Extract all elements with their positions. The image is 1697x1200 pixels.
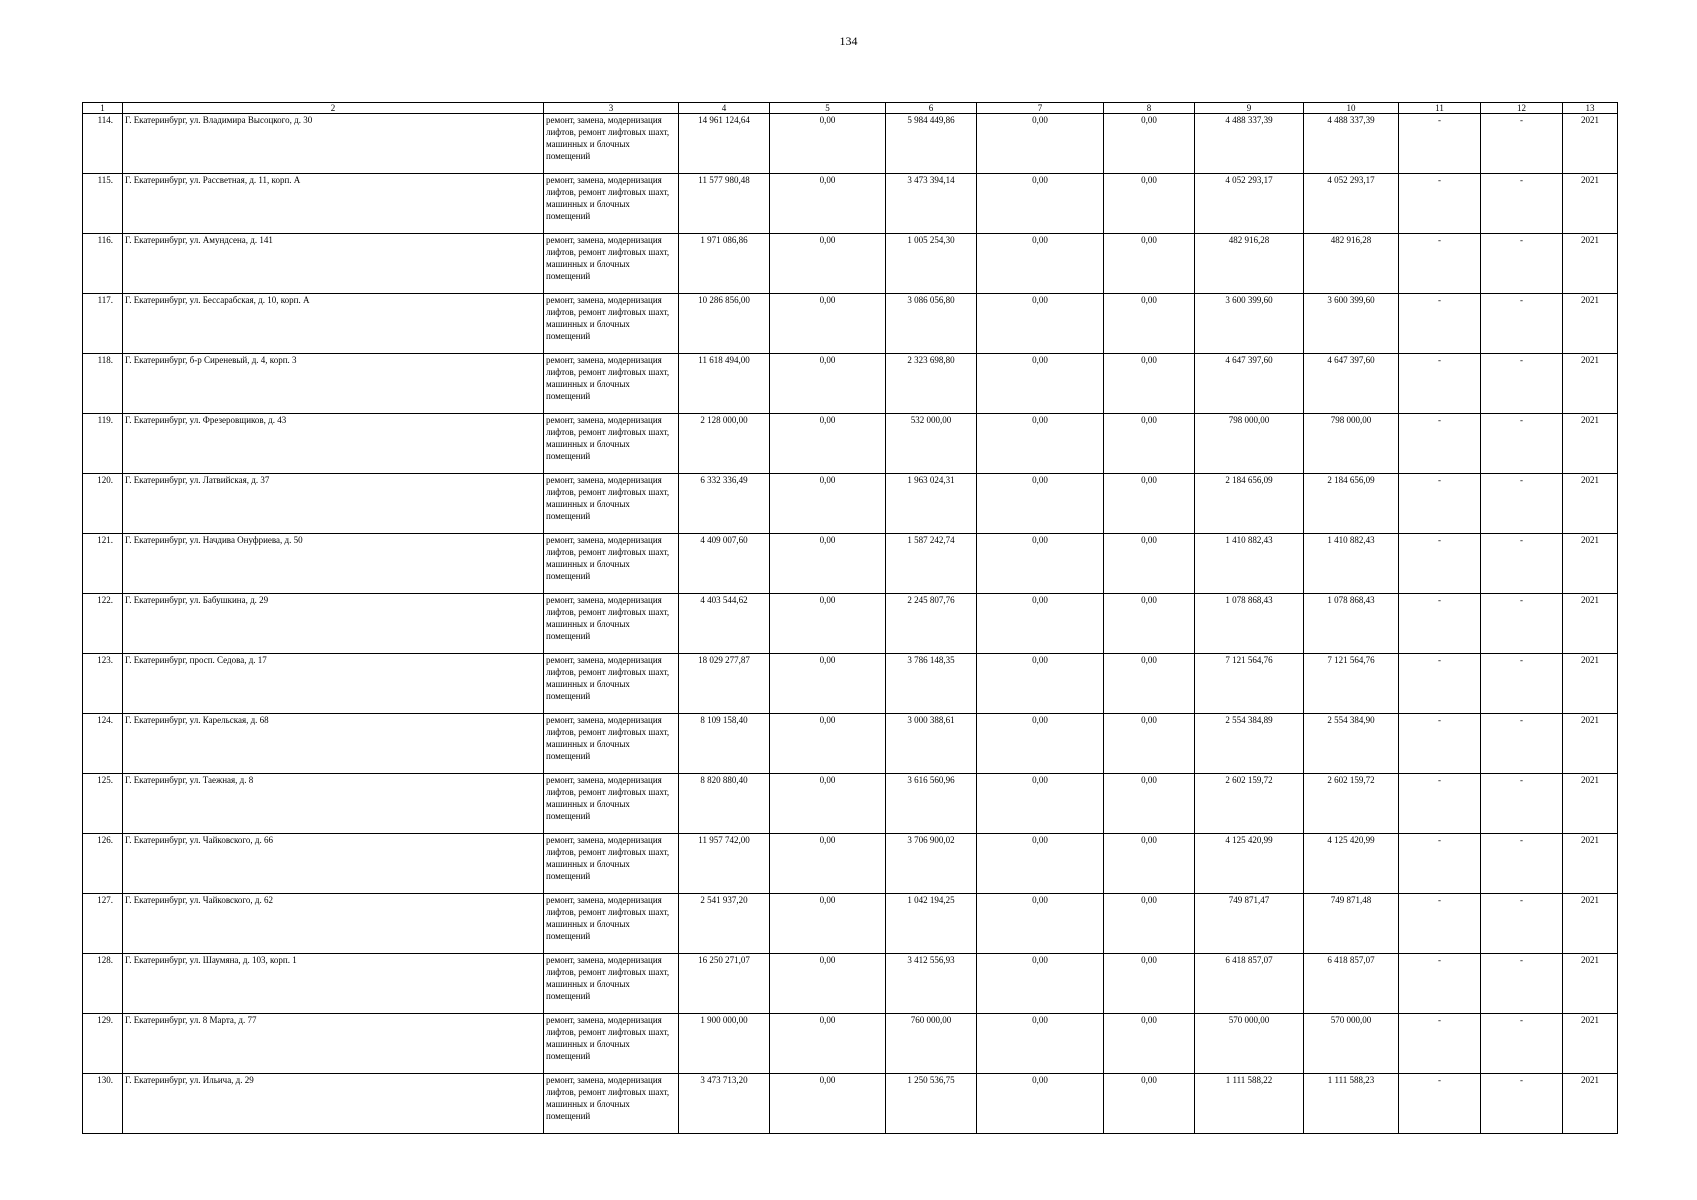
col-6-value-cell: 2 323 698,80 <box>886 354 977 414</box>
col-7-value-cell: 0,00 <box>977 954 1104 1014</box>
col-9-value-cell: 2 184 656,09 <box>1195 474 1304 534</box>
year-cell: 2021 <box>1563 354 1618 414</box>
column-header-2: 2 <box>123 103 544 114</box>
col-10-value-cell: 1 410 882,43 <box>1304 534 1399 594</box>
work-type-cell: ремонт, замена, модернизация лифтов, ремонт лифтовых шахт, машинных и блочных помещений <box>544 774 679 834</box>
total-cost-cell: 16 250 271,07 <box>679 954 770 1014</box>
col-10-value-cell: 1 111 588,23 <box>1304 1074 1399 1134</box>
col-12-value-cell: - <box>1481 474 1563 534</box>
year-cell: 2021 <box>1563 534 1618 594</box>
col-11-value-cell: - <box>1399 1014 1481 1074</box>
address-cell: Г. Екатеринбург, ул. Владимира Высоцкого, д. 30 <box>123 114 544 174</box>
col-6-value-cell: 5 984 449,86 <box>886 114 977 174</box>
col-11-value-cell: - <box>1399 594 1481 654</box>
col-12-value-cell: - <box>1481 414 1563 474</box>
col-7-value-cell: 0,00 <box>977 354 1104 414</box>
address-cell: Г. Екатеринбург, ул. Ильича, д. 29 <box>123 1074 544 1134</box>
column-header-5: 5 <box>770 103 886 114</box>
total-cost-cell: 18 029 277,87 <box>679 654 770 714</box>
col-6-value-cell: 3 000 388,61 <box>886 714 977 774</box>
col-7-value-cell: 0,00 <box>977 174 1104 234</box>
col-11-value-cell: - <box>1399 114 1481 174</box>
table-row <box>83 234 1618 294</box>
col-6-value-cell: 1 587 242,74 <box>886 534 977 594</box>
col-12-value-cell: - <box>1481 174 1563 234</box>
col-6-value-cell: 1 042 194,25 <box>886 894 977 954</box>
col-10-value-cell: 6 418 857,07 <box>1304 954 1399 1014</box>
col-8-value-cell: 0,00 <box>1104 114 1195 174</box>
col-9-value-cell: 1 410 882,43 <box>1195 534 1304 594</box>
col-8-value-cell: 0,00 <box>1104 534 1195 594</box>
row-number-cell: 116. <box>83 234 123 294</box>
col-8-value-cell: 0,00 <box>1104 234 1195 294</box>
table-row <box>83 1074 1618 1134</box>
address-cell: Г. Екатеринбург, ул. Шаумяна, д. 103, корп. 1 <box>123 954 544 1014</box>
col-5-value-cell: 0,00 <box>770 114 886 174</box>
year-cell: 2021 <box>1563 294 1618 354</box>
capital-repair-table <box>82 102 1618 1134</box>
col-8-value-cell: 0,00 <box>1104 774 1195 834</box>
col-7-value-cell: 0,00 <box>977 114 1104 174</box>
col-8-value-cell: 0,00 <box>1104 354 1195 414</box>
col-9-value-cell: 7 121 564,76 <box>1195 654 1304 714</box>
row-number-cell: 115. <box>83 174 123 234</box>
col-6-value-cell: 532 000,00 <box>886 414 977 474</box>
col-10-value-cell: 749 871,48 <box>1304 894 1399 954</box>
col-8-value-cell: 0,00 <box>1104 474 1195 534</box>
column-header-9: 9 <box>1195 103 1304 114</box>
col-5-value-cell: 0,00 <box>770 174 886 234</box>
col-6-value-cell: 3 473 394,14 <box>886 174 977 234</box>
year-cell: 2021 <box>1563 414 1618 474</box>
row-number-cell: 122. <box>83 594 123 654</box>
col-8-value-cell: 0,00 <box>1104 714 1195 774</box>
col-7-value-cell: 0,00 <box>977 234 1104 294</box>
work-type-cell: ремонт, замена, модернизация лифтов, ремонт лифтовых шахт, машинных и блочных помещений <box>544 1074 679 1134</box>
total-cost-cell: 10 286 856,00 <box>679 294 770 354</box>
col-11-value-cell: - <box>1399 414 1481 474</box>
col-11-value-cell: - <box>1399 954 1481 1014</box>
row-number-cell: 130. <box>83 1074 123 1134</box>
row-number-cell: 127. <box>83 894 123 954</box>
table-row <box>83 414 1618 474</box>
col-5-value-cell: 0,00 <box>770 654 886 714</box>
address-cell: Г. Екатеринбург, ул. Латвийская, д. 37 <box>123 474 544 534</box>
address-cell: Г. Екатеринбург, б-р Сиреневый, д. 4, корп. 3 <box>123 354 544 414</box>
col-10-value-cell: 482 916,28 <box>1304 234 1399 294</box>
col-10-value-cell: 1 078 868,43 <box>1304 594 1399 654</box>
col-12-value-cell: - <box>1481 234 1563 294</box>
col-12-value-cell: - <box>1481 294 1563 354</box>
col-6-value-cell: 760 000,00 <box>886 1014 977 1074</box>
col-10-value-cell: 4 052 293,17 <box>1304 174 1399 234</box>
col-5-value-cell: 0,00 <box>770 714 886 774</box>
col-8-value-cell: 0,00 <box>1104 594 1195 654</box>
col-12-value-cell: - <box>1481 834 1563 894</box>
table-row <box>83 114 1618 174</box>
table-row <box>83 1014 1618 1074</box>
col-12-value-cell: - <box>1481 714 1563 774</box>
row-number-cell: 128. <box>83 954 123 1014</box>
column-header-3: 3 <box>544 103 679 114</box>
col-5-value-cell: 0,00 <box>770 354 886 414</box>
col-11-value-cell: - <box>1399 714 1481 774</box>
year-cell: 2021 <box>1563 894 1618 954</box>
col-9-value-cell: 4 125 420,99 <box>1195 834 1304 894</box>
col-11-value-cell: - <box>1399 234 1481 294</box>
col-9-value-cell: 3 600 399,60 <box>1195 294 1304 354</box>
total-cost-cell: 2 541 937,20 <box>679 894 770 954</box>
column-header-6: 6 <box>886 103 977 114</box>
col-8-value-cell: 0,00 <box>1104 414 1195 474</box>
col-7-value-cell: 0,00 <box>977 714 1104 774</box>
year-cell: 2021 <box>1563 594 1618 654</box>
col-9-value-cell: 1 078 868,43 <box>1195 594 1304 654</box>
total-cost-cell: 14 961 124,64 <box>679 114 770 174</box>
col-12-value-cell: - <box>1481 894 1563 954</box>
work-type-cell: ремонт, замена, модернизация лифтов, ремонт лифтовых шахт, машинных и блочных помещений <box>544 954 679 1014</box>
col-6-value-cell: 3 412 556,93 <box>886 954 977 1014</box>
address-cell: Г. Екатеринбург, ул. Начдива Онуфриева, д. 50 <box>123 534 544 594</box>
table-row <box>83 654 1618 714</box>
work-type-cell: ремонт, замена, модернизация лифтов, ремонт лифтовых шахт, машинных и блочных помещений <box>544 894 679 954</box>
col-5-value-cell: 0,00 <box>770 414 886 474</box>
col-8-value-cell: 0,00 <box>1104 1014 1195 1074</box>
row-number-cell: 124. <box>83 714 123 774</box>
table-row <box>83 714 1618 774</box>
col-11-value-cell: - <box>1399 534 1481 594</box>
table-row <box>83 294 1618 354</box>
table-row <box>83 354 1618 414</box>
row-number-cell: 117. <box>83 294 123 354</box>
col-9-value-cell: 798 000,00 <box>1195 414 1304 474</box>
col-8-value-cell: 0,00 <box>1104 654 1195 714</box>
year-cell: 2021 <box>1563 174 1618 234</box>
table-row <box>83 534 1618 594</box>
work-type-cell: ремонт, замена, модернизация лифтов, ремонт лифтовых шахт, машинных и блочных помещений <box>544 654 679 714</box>
column-header-13: 13 <box>1563 103 1618 114</box>
year-cell: 2021 <box>1563 774 1618 834</box>
col-10-value-cell: 570 000,00 <box>1304 1014 1399 1074</box>
work-type-cell: ремонт, замена, модернизация лифтов, ремонт лифтовых шахт, машинных и блочных помещений <box>544 354 679 414</box>
col-6-value-cell: 3 616 560,96 <box>886 774 977 834</box>
column-header-11: 11 <box>1399 103 1481 114</box>
total-cost-cell: 1 900 000,00 <box>679 1014 770 1074</box>
col-9-value-cell: 4 488 337,39 <box>1195 114 1304 174</box>
address-cell: Г. Екатеринбург, ул. 8 Марта, д. 77 <box>123 1014 544 1074</box>
col-10-value-cell: 798 000,00 <box>1304 414 1399 474</box>
col-9-value-cell: 2 554 384,89 <box>1195 714 1304 774</box>
row-number-cell: 114. <box>83 114 123 174</box>
address-cell: Г. Екатеринбург, ул. Амундсена, д. 141 <box>123 234 544 294</box>
col-10-value-cell: 2 602 159,72 <box>1304 774 1399 834</box>
col-6-value-cell: 2 245 807,76 <box>886 594 977 654</box>
col-7-value-cell: 0,00 <box>977 654 1104 714</box>
total-cost-cell: 1 971 086,86 <box>679 234 770 294</box>
col-7-value-cell: 0,00 <box>977 834 1104 894</box>
address-cell: Г. Екатеринбург, ул. Чайковского, д. 66 <box>123 834 544 894</box>
col-12-value-cell: - <box>1481 1014 1563 1074</box>
col-10-value-cell: 2 184 656,09 <box>1304 474 1399 534</box>
address-cell: Г. Екатеринбург, ул. Бабушкина, д. 29 <box>123 594 544 654</box>
total-cost-cell: 11 577 980,48 <box>679 174 770 234</box>
year-cell: 2021 <box>1563 714 1618 774</box>
row-number-cell: 129. <box>83 1014 123 1074</box>
col-5-value-cell: 0,00 <box>770 894 886 954</box>
col-5-value-cell: 0,00 <box>770 534 886 594</box>
work-type-cell: ремонт, замена, модернизация лифтов, ремонт лифтовых шахт, машинных и блочных помещений <box>544 474 679 534</box>
table-row <box>83 594 1618 654</box>
col-11-value-cell: - <box>1399 474 1481 534</box>
col-5-value-cell: 0,00 <box>770 474 886 534</box>
year-cell: 2021 <box>1563 834 1618 894</box>
col-11-value-cell: - <box>1399 294 1481 354</box>
col-8-value-cell: 0,00 <box>1104 294 1195 354</box>
col-6-value-cell: 1 005 254,30 <box>886 234 977 294</box>
col-9-value-cell: 6 418 857,07 <box>1195 954 1304 1014</box>
col-5-value-cell: 0,00 <box>770 234 886 294</box>
total-cost-cell: 11 618 494,00 <box>679 354 770 414</box>
col-10-value-cell: 4 647 397,60 <box>1304 354 1399 414</box>
col-5-value-cell: 0,00 <box>770 1014 886 1074</box>
col-7-value-cell: 0,00 <box>977 474 1104 534</box>
col-7-value-cell: 0,00 <box>977 534 1104 594</box>
year-cell: 2021 <box>1563 654 1618 714</box>
work-type-cell: ремонт, замена, модернизация лифтов, ремонт лифтовых шахт, машинных и блочных помещений <box>544 594 679 654</box>
total-cost-cell: 11 957 742,00 <box>679 834 770 894</box>
col-10-value-cell: 4 125 420,99 <box>1304 834 1399 894</box>
col-12-value-cell: - <box>1481 654 1563 714</box>
total-cost-cell: 6 332 336,49 <box>679 474 770 534</box>
col-7-value-cell: 0,00 <box>977 894 1104 954</box>
total-cost-cell: 3 473 713,20 <box>679 1074 770 1134</box>
address-cell: Г. Екатеринбург, ул. Чайковского, д. 62 <box>123 894 544 954</box>
total-cost-cell: 8 820 880,40 <box>679 774 770 834</box>
col-10-value-cell: 2 554 384,90 <box>1304 714 1399 774</box>
address-cell: Г. Екатеринбург, ул. Рассветная, д. 11, корп. А <box>123 174 544 234</box>
year-cell: 2021 <box>1563 474 1618 534</box>
year-cell: 2021 <box>1563 1014 1618 1074</box>
total-cost-cell: 4 403 544,62 <box>679 594 770 654</box>
col-12-value-cell: - <box>1481 774 1563 834</box>
address-cell: Г. Екатеринбург, ул. Таежная, д. 8 <box>123 774 544 834</box>
work-type-cell: ремонт, замена, модернизация лифтов, ремонт лифтовых шахт, машинных и блочных помещений <box>544 114 679 174</box>
work-type-cell: ремонт, замена, модернизация лифтов, ремонт лифтовых шахт, машинных и блочных помещений <box>544 714 679 774</box>
work-type-cell: ремонт, замена, модернизация лифтов, ремонт лифтовых шахт, машинных и блочных помещений <box>544 294 679 354</box>
table-body <box>83 114 1618 1134</box>
col-8-value-cell: 0,00 <box>1104 174 1195 234</box>
address-cell: Г. Екатеринбург, просп. Седова, д. 17 <box>123 654 544 714</box>
table-row <box>83 834 1618 894</box>
col-5-value-cell: 0,00 <box>770 294 886 354</box>
table-row <box>83 474 1618 534</box>
col-11-value-cell: - <box>1399 1074 1481 1134</box>
address-cell: Г. Екатеринбург, ул. Карельская, д. 68 <box>123 714 544 774</box>
col-6-value-cell: 1 963 024,31 <box>886 474 977 534</box>
col-10-value-cell: 3 600 399,60 <box>1304 294 1399 354</box>
col-7-value-cell: 0,00 <box>977 774 1104 834</box>
table-row <box>83 774 1618 834</box>
year-cell: 2021 <box>1563 234 1618 294</box>
col-7-value-cell: 0,00 <box>977 414 1104 474</box>
col-9-value-cell: 749 871,47 <box>1195 894 1304 954</box>
work-type-cell: ремонт, замена, модернизация лифтов, ремонт лифтовых шахт, машинных и блочных помещений <box>544 1014 679 1074</box>
table-row <box>83 954 1618 1014</box>
col-11-value-cell: - <box>1399 174 1481 234</box>
col-12-value-cell: - <box>1481 534 1563 594</box>
col-7-value-cell: 0,00 <box>977 294 1104 354</box>
total-cost-cell: 4 409 007,60 <box>679 534 770 594</box>
address-cell: Г. Екатеринбург, ул. Фрезеровщиков, д. 43 <box>123 414 544 474</box>
col-12-value-cell: - <box>1481 354 1563 414</box>
col-11-value-cell: - <box>1399 354 1481 414</box>
year-cell: 2021 <box>1563 954 1618 1014</box>
col-5-value-cell: 0,00 <box>770 774 886 834</box>
work-type-cell: ремонт, замена, модернизация лифтов, ремонт лифтовых шахт, машинных и блочных помещений <box>544 834 679 894</box>
col-12-value-cell: - <box>1481 594 1563 654</box>
col-7-value-cell: 0,00 <box>977 594 1104 654</box>
column-header-8: 8 <box>1104 103 1195 114</box>
col-11-value-cell: - <box>1399 654 1481 714</box>
work-type-cell: ремонт, замена, модернизация лифтов, ремонт лифтовых шахт, машинных и блочных помещений <box>544 174 679 234</box>
col-6-value-cell: 3 786 148,35 <box>886 654 977 714</box>
table-row <box>83 894 1618 954</box>
address-cell: Г. Екатеринбург, ул. Бессарабская, д. 10, корп. А <box>123 294 544 354</box>
row-number-cell: 126. <box>83 834 123 894</box>
col-5-value-cell: 0,00 <box>770 954 886 1014</box>
col-8-value-cell: 0,00 <box>1104 954 1195 1014</box>
col-12-value-cell: - <box>1481 1074 1563 1134</box>
col-9-value-cell: 4 052 293,17 <box>1195 174 1304 234</box>
col-10-value-cell: 7 121 564,76 <box>1304 654 1399 714</box>
col-9-value-cell: 4 647 397,60 <box>1195 354 1304 414</box>
col-11-value-cell: - <box>1399 894 1481 954</box>
row-number-cell: 125. <box>83 774 123 834</box>
total-cost-cell: 8 109 158,40 <box>679 714 770 774</box>
column-header-12: 12 <box>1481 103 1563 114</box>
work-type-cell: ремонт, замена, модернизация лифтов, ремонт лифтовых шахт, машинных и блочных помещений <box>544 414 679 474</box>
col-12-value-cell: - <box>1481 114 1563 174</box>
row-number-cell: 119. <box>83 414 123 474</box>
row-number-cell: 118. <box>83 354 123 414</box>
col-7-value-cell: 0,00 <box>977 1074 1104 1134</box>
col-12-value-cell: - <box>1481 954 1563 1014</box>
col-8-value-cell: 0,00 <box>1104 894 1195 954</box>
col-11-value-cell: - <box>1399 834 1481 894</box>
column-header-1: 1 <box>83 103 123 114</box>
col-5-value-cell: 0,00 <box>770 834 886 894</box>
col-6-value-cell: 3 706 900,02 <box>886 834 977 894</box>
page-number: 134 <box>839 34 858 48</box>
row-number-cell: 123. <box>83 654 123 714</box>
col-9-value-cell: 1 111 588,22 <box>1195 1074 1304 1134</box>
column-header-7: 7 <box>977 103 1104 114</box>
col-6-value-cell: 3 086 056,80 <box>886 294 977 354</box>
col-8-value-cell: 0,00 <box>1104 834 1195 894</box>
col-5-value-cell: 0,00 <box>770 1074 886 1134</box>
work-type-cell: ремонт, замена, модернизация лифтов, ремонт лифтовых шахт, машинных и блочных помещений <box>544 534 679 594</box>
table-row <box>83 174 1618 234</box>
total-cost-cell: 2 128 000,00 <box>679 414 770 474</box>
col-10-value-cell: 4 488 337,39 <box>1304 114 1399 174</box>
year-cell: 2021 <box>1563 114 1618 174</box>
col-9-value-cell: 570 000,00 <box>1195 1014 1304 1074</box>
col-11-value-cell: - <box>1399 774 1481 834</box>
col-5-value-cell: 0,00 <box>770 594 886 654</box>
col-9-value-cell: 2 602 159,72 <box>1195 774 1304 834</box>
col-8-value-cell: 0,00 <box>1104 1074 1195 1134</box>
column-header-10: 10 <box>1304 103 1399 114</box>
work-type-cell: ремонт, замена, модернизация лифтов, ремонт лифтовых шахт, машинных и блочных помещений <box>544 234 679 294</box>
year-cell: 2021 <box>1563 1074 1618 1134</box>
row-number-cell: 121. <box>83 534 123 594</box>
col-7-value-cell: 0,00 <box>977 1014 1104 1074</box>
column-number-row <box>83 103 1618 114</box>
column-header-4: 4 <box>679 103 770 114</box>
row-number-cell: 120. <box>83 474 123 534</box>
col-6-value-cell: 1 250 536,75 <box>886 1074 977 1134</box>
col-9-value-cell: 482 916,28 <box>1195 234 1304 294</box>
